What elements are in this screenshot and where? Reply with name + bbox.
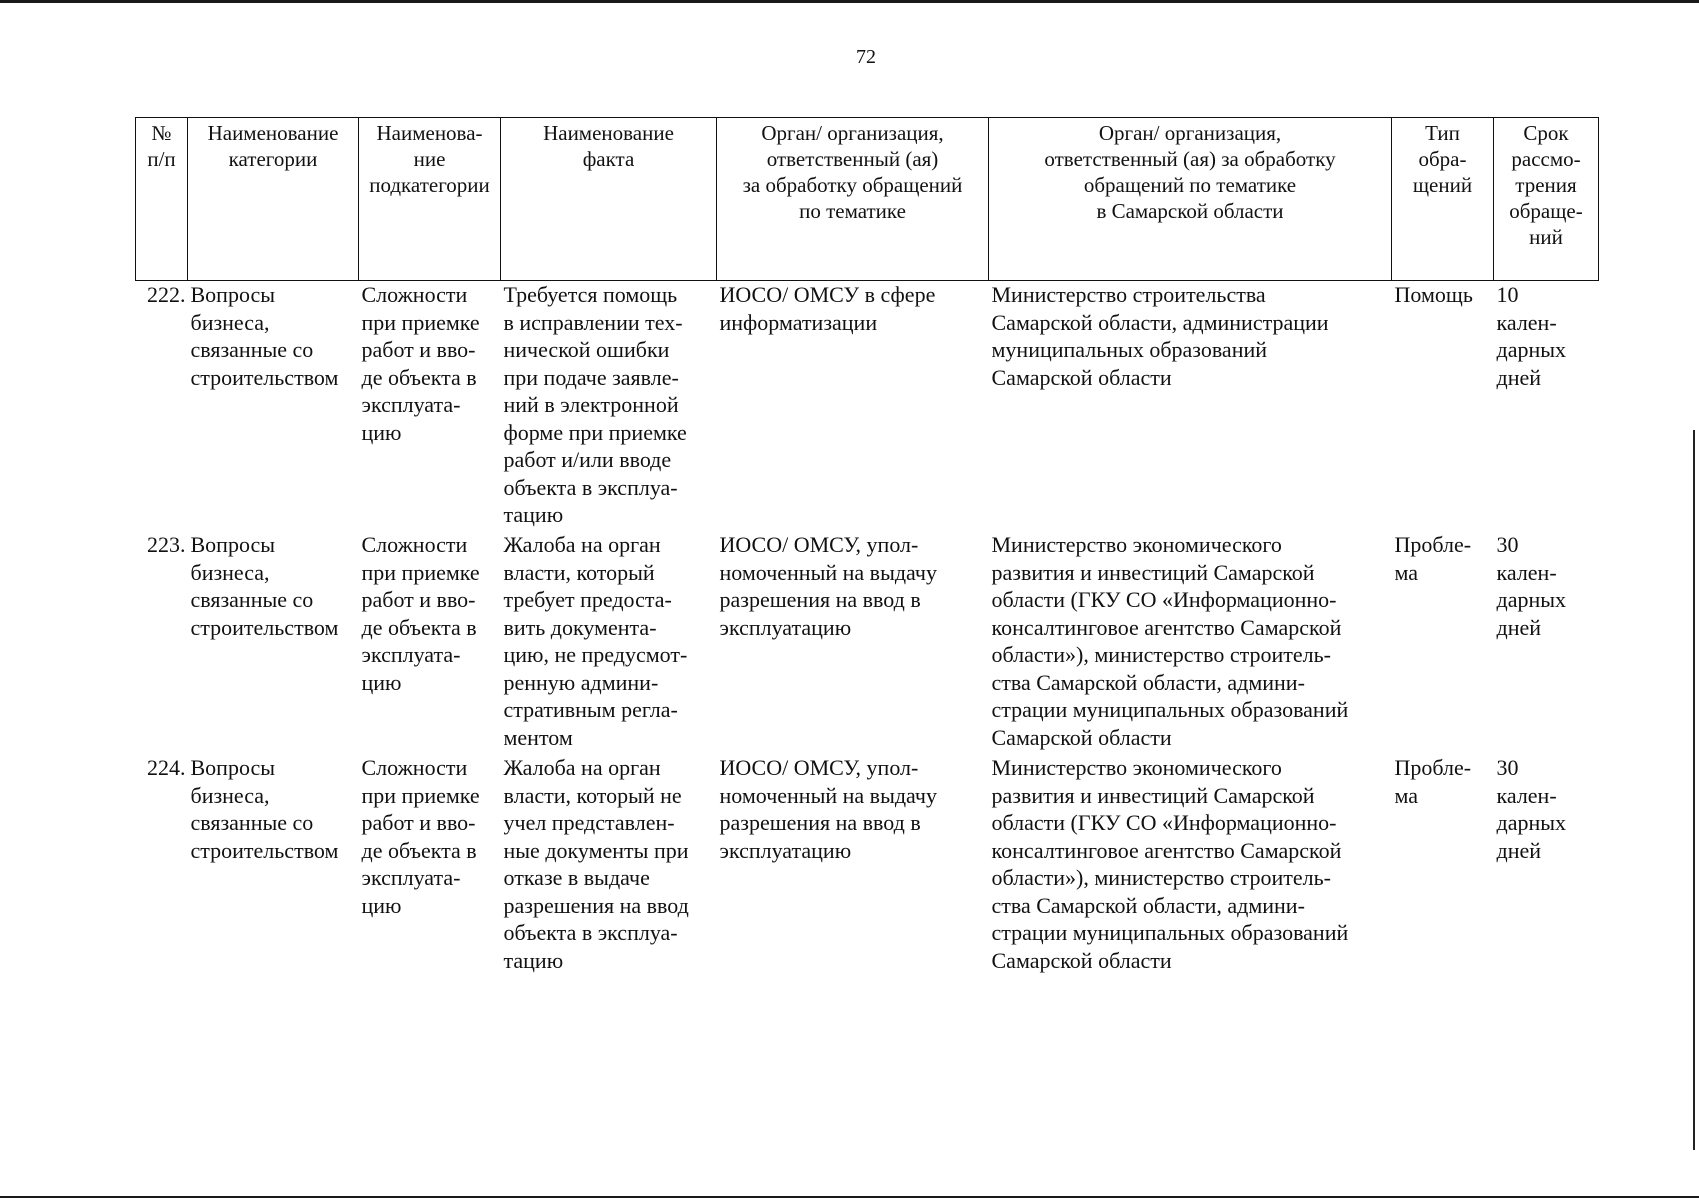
row-category: Вопросы бизнеса, связанные со строительством [190, 532, 339, 640]
row-organ-samara: Министерство строительства Самарской области, администрации муниципальных образований Самарской области [991, 282, 1329, 390]
row-organ-samara: Министерство экономического развития и инвестиций Самарской области (ГКУ СО «Информационно- консалтинговое агентство Самарской области»), министерство строитель- ства Самарской области, админи- страции муниципальных образований Самарской области [991, 532, 1349, 750]
appeals-table [135, 117, 1599, 982]
row-type: Помощь [1394, 282, 1473, 307]
row-number: 223. [147, 532, 186, 557]
header-subcategory: Наименова- ние подкатегории [359, 118, 501, 281]
row-fact: Жалоба на орган власти, который не учел представлен- ные документы при отказе в выдаче разрешения на ввод объекта в эксплуа- тацию [503, 755, 689, 973]
row-category: Вопросы бизнеса, связанные со строительством [190, 755, 339, 863]
header-term: Срок рассмо- трения обраще- ний [1494, 118, 1599, 281]
header-type: Тип обра- щений [1392, 118, 1494, 281]
row-type: Пробле- ма [1394, 532, 1472, 585]
row-fact: Требуется помощь в исправлении тех- нической ошибки при подаче заявле- ний в электронной форме при приемке работ и/или вводе объекта в эксплуа- тацию [503, 282, 687, 527]
header-number: № п/п [136, 118, 188, 281]
table-row [136, 531, 1599, 754]
row-organ-samara: Министерство экономического развития и инвестиций Самарской области (ГКУ СО «Информационно- консалтинговое агентство Самарской области»), министерство строитель- ства Самарской области, админи- страции муниципальных образований Самарской области [991, 755, 1349, 973]
row-type: Пробле- ма [1394, 755, 1472, 808]
scan-edge-top [0, 0, 1699, 3]
document-table-container [135, 117, 1599, 982]
row-category: Вопросы бизнеса, связанные со строительством [190, 282, 339, 390]
row-term: 30 кален- дарных дней [1496, 532, 1567, 640]
table-row [136, 281, 1599, 532]
row-number: 222. [147, 282, 186, 307]
row-term: 10 кален- дарных дней [1496, 282, 1567, 390]
table-row [136, 754, 1599, 982]
header-fact: Наименование факта [501, 118, 717, 281]
row-subcategory: Сложности при приемке работ и вво- де объекта в эксплуата- цию [361, 532, 480, 695]
row-organ: ИОСО/ ОМСУ, упол- номоченный на выдачу разрешения на ввод в эксплуатацию [719, 532, 937, 640]
header-category: Наименование категории [188, 118, 359, 281]
row-organ: ИОСО/ ОМСУ в сфере информатизации [719, 282, 936, 335]
scan-edge-right [1693, 430, 1695, 1150]
row-number: 224. [147, 755, 186, 780]
row-subcategory: Сложности при приемке работ и вво- де объекта в эксплуата- цию [361, 755, 480, 918]
scan-edge-bottom [0, 1196, 1699, 1198]
header-organ: Орган/ организация, ответственный (ая) за обработку обращений по тематике [717, 118, 989, 281]
row-term: 30 кален- дарных дней [1496, 755, 1567, 863]
row-organ: ИОСО/ ОМСУ, упол- номоченный на выдачу разрешения на ввод в эксплуатацию [719, 755, 937, 863]
row-fact: Жалоба на орган власти, который требует предоста- вить документа- цию, не предусмот- ренную админи- стративным регла- ментом [503, 532, 688, 750]
row-subcategory: Сложности при приемке работ и вво- де объекта в эксплуата- цию [361, 282, 480, 445]
page-number: 72 [856, 46, 876, 68]
table-header-row [136, 118, 1599, 281]
header-organ-samara: Орган/ организация, ответственный (ая) за обработку обращений по тематике в Самарской области [989, 118, 1392, 281]
